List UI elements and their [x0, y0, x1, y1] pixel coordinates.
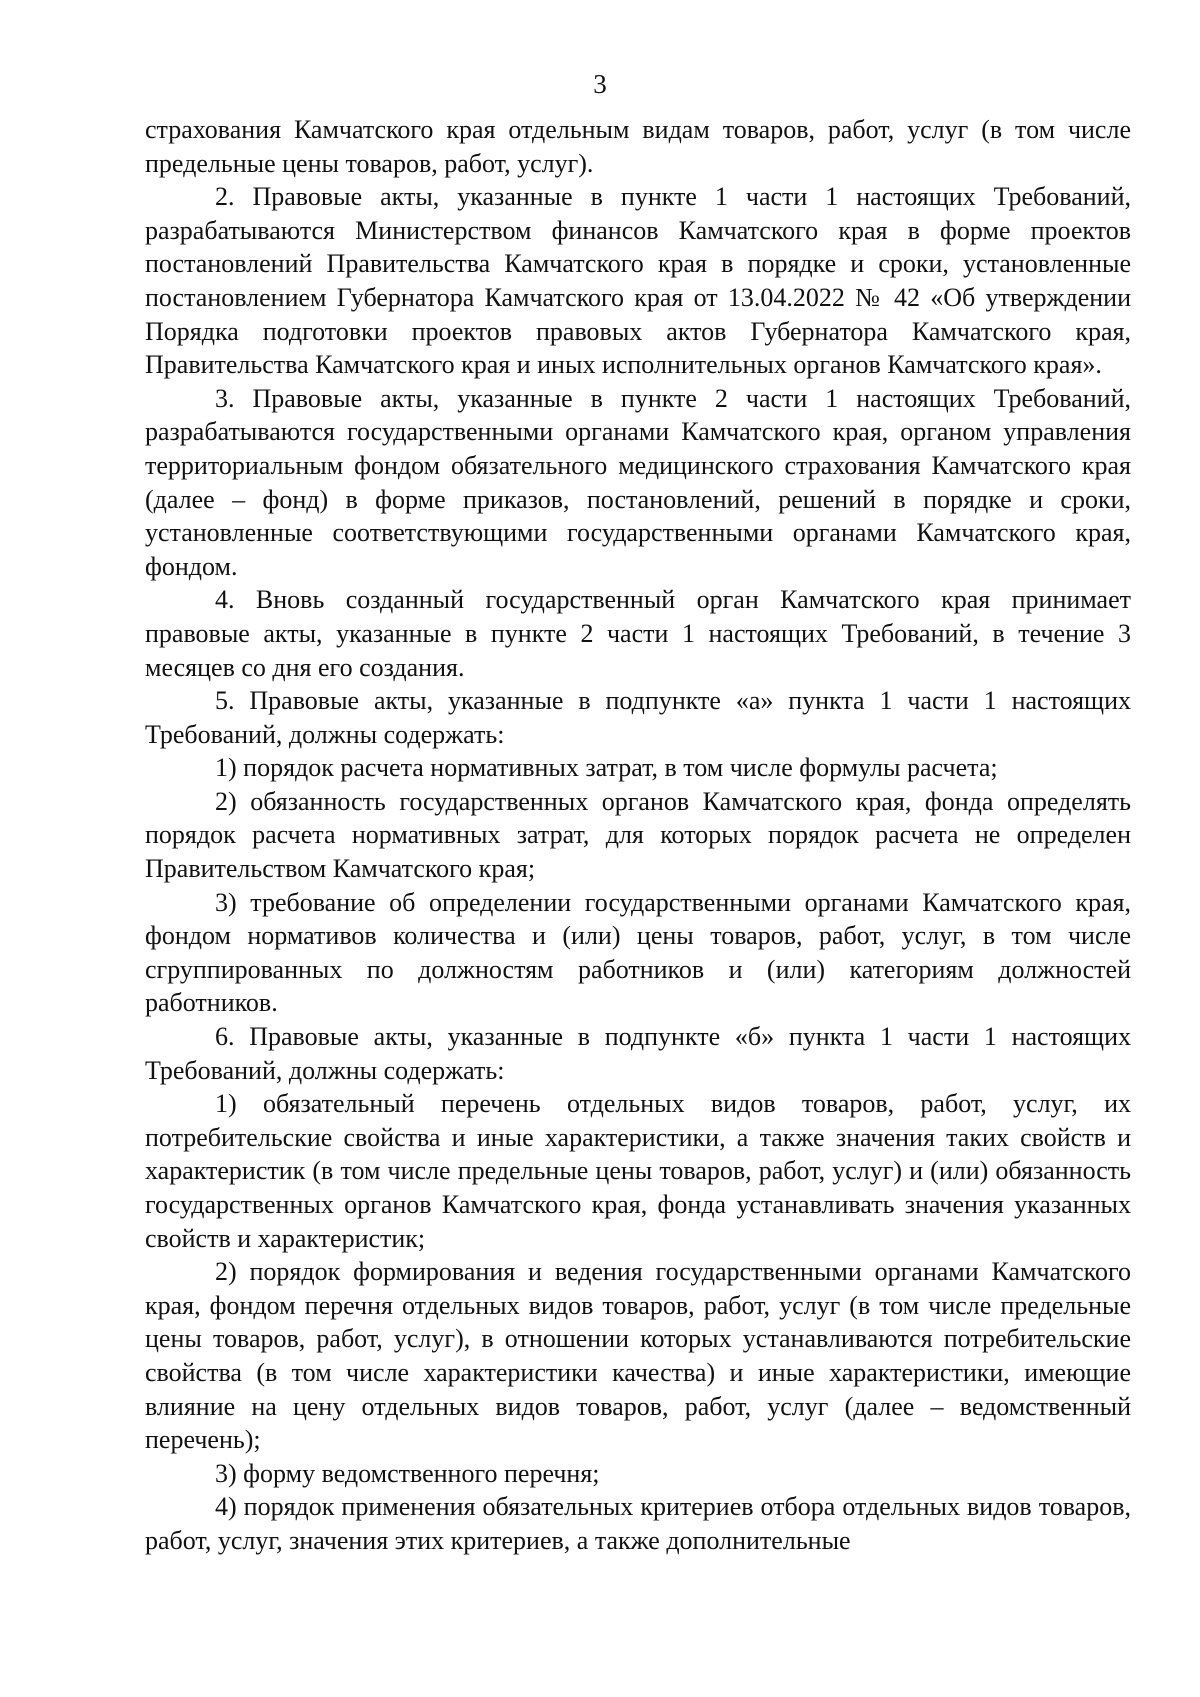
paragraph-continuation: страхования Камчатского края отдельным видам товаров, работ, услуг (в том числе предельные цены товаров, работ, услуг).	[145, 115, 1131, 178]
subitem-6-2: 2) порядок формирования и ведения государственными органами Камчатского края, фондом перечня отдельных видов товаров, работ, услуг (в том числе предельные цены товаров, работ, услуг), в отношении которых устанавливаются потребительские свойства (в том числе характеристики качества) и иные характеристики, имеющие влияние на цену отдельных видов товаров, работ, услуг (далее – ведомственный перечень);	[145, 1257, 1131, 1455]
subitem-6-4: 4) порядок применения обязательных критериев отбора отдельных видов товаров, работ, услуг, значения этих критериев, а также дополнительные	[145, 1492, 1131, 1555]
paragraph-item-5: 5. Правовые акты, указанные в подпункте «а» пункта 1 части 1 настоящих Требований, должны содержать:	[145, 686, 1131, 749]
paragraph-item-4: 4. Вновь созданный государственный орган Камчатского края принимает правовые акты, указанные в пункте 2 части 1 настоящих Требований, в течение 3 месяцев со дня его создания.	[145, 585, 1131, 682]
subitem-5-1: 1) порядок расчета нормативных затрат, в том числе формулы расчета;	[215, 753, 998, 783]
subitem-5-2: 2) обязанность государственных органов Камчатского края, фонда определять порядок расчета нормативных затрат, для которых порядок расчета не определен Правительством Камчатского края;	[145, 786, 1131, 884]
paragraph-item-6: 6. Правовые акты, указанные в подпункте «б» пункта 1 части 1 настоящих Требований, должны содержать:	[145, 1022, 1131, 1085]
paragraph-item-2: 2. Правовые акты, указанные в пункте 1 части 1 настоящих Требований, разрабатываются Министерством финансов Камчатского края в форме проектов постановлений Правительства Камчатского края в порядке и сроки, установленные постановлением Губернатора Камчатского края от 13.04.2022 № 42 «Об утверждении Порядка подготовки проектов правовых актов Губернатора Камчатского края, Правительства Камчатского края и иных исполнительных органов Камчатского края».	[145, 182, 1131, 380]
subitem-6-3: 3) форму ведомственного перечня;	[215, 1458, 600, 1488]
document-body	[145, 113, 1131, 1558]
page-number: 3	[593, 69, 607, 99]
subitem-6-1: 1) обязательный перечень отдельных видов товаров, работ, услуг, их потребительские свойства и иные характеристики, а также значения таких свойств и характеристик (в том числе предельные цены товаров, работ, услуг) и (или) обязанность государственных органов Камчатского края, фонда устанавливать значения указанных свойств и характеристик;	[145, 1089, 1131, 1253]
paragraph-item-3: 3. Правовые акты, указанные в пункте 2 части 1 настоящих Требований, разрабатываются государственными органами Камчатского края, органом управления территориальным фондом обязательного медицинского страхования Камчатского края (далее – фонд) в форме приказов, постановлений, решений в порядке и сроки, установленные соответствующими государственными органами Камчатского края, фондом.	[145, 383, 1131, 581]
subitem-5-3: 3) требование об определении государственными органами Камчатского края, фондом нормативов количества и (или) цены товаров, работ, услуг, в том числе сгруппированных по должностям работников и (или) категориям должностей работников.	[145, 887, 1131, 1018]
